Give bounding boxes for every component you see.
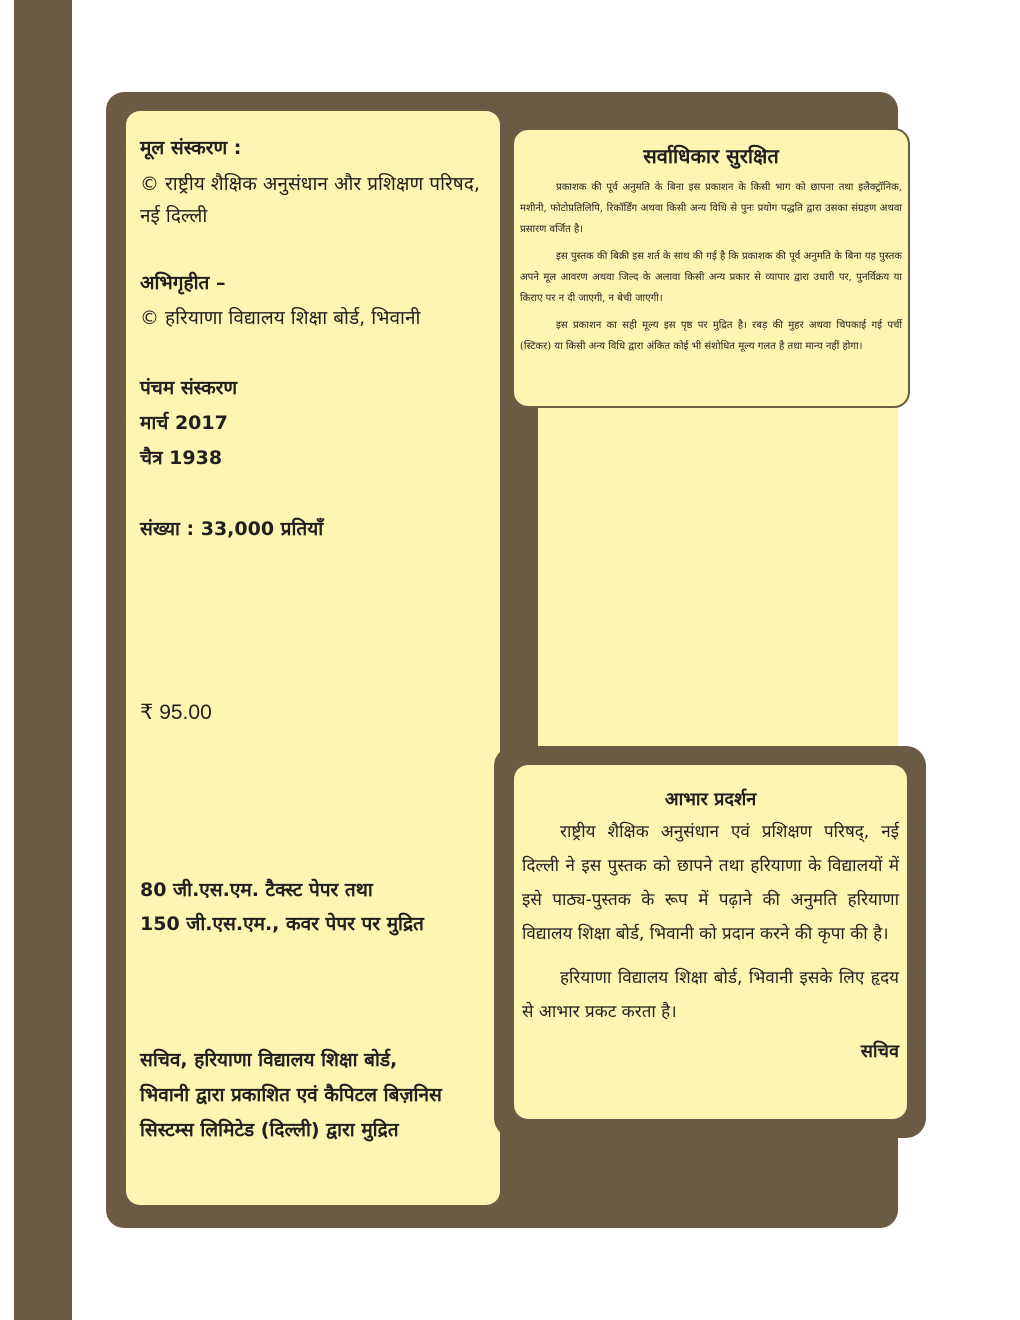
original-edition-holder: © राष्ट्रीय शैक्षिक अनुसंधान और प्रशिक्षण परिषद, — [140, 173, 480, 195]
original-edition-label: मूल संस्करण : — [140, 137, 242, 159]
paper-spec-line-2: 150 जी.एस.एम., कवर पेपर पर मुद्रित — [140, 913, 424, 935]
fifth-edition-label: पंचम संस्करण — [140, 377, 238, 399]
publisher-line-3: सिस्टम्स लिमिटेड (दिल्ली) द्वारा मुद्रित — [140, 1119, 399, 1141]
acknowledgement-title: आभार प्रदर्शन — [664, 789, 757, 810]
publisher-line-2: भिवानी द्वारा प्रकाशित एवं कैपिटल बिज़निस — [140, 1084, 442, 1106]
acknowledgement-signature: सचिव — [860, 1041, 899, 1062]
publisher-line-1: सचिव, हरियाणा विद्यालय शिक्षा बोर्ड, — [140, 1049, 398, 1071]
edition-month-year: मार्च 2017 — [140, 412, 228, 434]
edition-saka-date: चैत्र 1938 — [140, 447, 223, 469]
copyright-paragraph-2: इस पुस्तक की बिक्री इस शर्त के साथ की गई है कि प्रकाशक की पूर्व अनुमति के बिना यह पुस्तक अपने मूल आवरण अथवा जिल्द के अलावा किसी अन्य प्रकार से व्यापार द्वारा उधारी पर, पुनर्विक्रय या किराए पर न दी जाएगी, न बेची जाएगी। — [520, 251, 902, 304]
left-spine-bar — [14, 0, 72, 1320]
adopted-holder: © हरियाणा विद्यालय शिक्षा बोर्ड, भिवानी — [140, 307, 421, 329]
original-edition-city: नई दिल्ली — [140, 205, 208, 227]
copyright-notice-box — [512, 128, 910, 408]
acknowledgement-box — [514, 765, 907, 1119]
acknowledgement-paragraph-2: हरियाणा विद्यालय शिक्षा बोर्ड, भिवानी इसके लिए हृदय से आभार प्रकट करता है। — [522, 968, 899, 1022]
copyright-paragraph-3: इस प्रकाशन का सही मूल्य इस पृष्ठ पर मुद्रित है। रबड़ की मुहर अथवा चिपकाई गई पर्ची (स्टिकर) या किसी अन्य विधि द्वारा अंकित कोई भी संशोधित मूल्य गलत है तथा मान्य नहीं होगा। — [520, 320, 902, 352]
paper-spec-line-1: 80 जी.एस.एम. टैक्स्ट पेपर तथा — [140, 879, 373, 901]
acknowledgement-paragraph-1: राष्ट्रीय शैक्षिक अनुसंधान एवं प्रशिक्षण परिषद्, नई दिल्ली ने इस पुस्तक को छापने तथा हरियाणा के विद्यालयों में इसे पाठ्य-पुस्तक के रूप में पढ़ाने की अनुमति हरियाणा विद्यालय शिक्षा बोर्ड, भिवानी को प्रदान करने की कृपा की है। — [522, 822, 899, 944]
copyright-paragraph-1: प्रकाशक की पूर्व अनुमति के बिना इस प्रकाशन के किसी भाग को छापना तथा इलैक्ट्रॉनिक, मशीनी, फोटोप्रतिलिपि, रिकॉर्डिंग अथवा किसी अन्य विधि से पुनः प्रयोग पद्धति द्वारा उसका संग्रहण अथवा प्रसारण वर्जित है। — [520, 182, 902, 235]
right-cream-strip — [538, 400, 898, 760]
book-price: ₹ 95.00 — [140, 701, 212, 724]
copyright-title: सर्वाधिकार सुरक्षित — [643, 144, 779, 168]
print-run-copies: संख्या : 33,000 प्रतियाँ — [140, 518, 324, 540]
adopted-label: अभिगृहीत – — [140, 272, 226, 294]
